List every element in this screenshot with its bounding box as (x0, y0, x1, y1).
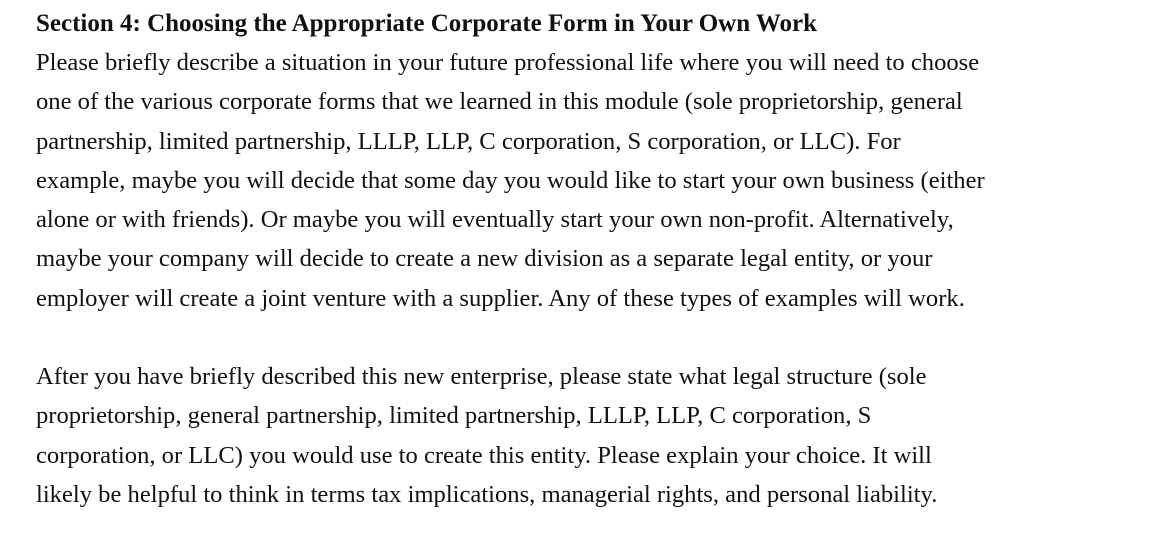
paragraph-line: corporation, or LLC) you would use to create this entity. Please explain your choice. It will (36, 441, 932, 469)
paragraph-line: maybe your company will decide to create a new division as a separate legal entity, or your (36, 245, 933, 273)
paragraph-line: likely be helpful to think in terms tax implications, managerial rights, and personal liability. (36, 480, 938, 508)
paragraph-line: example, maybe you will decide that some day you would like to start your own business (either (36, 166, 985, 194)
document-body (36, 4, 1162, 514)
paragraph-line: Please briefly describe a situation in your future professional life where you will need to choose (36, 49, 980, 76)
paragraph-line: proprietorship, general partnership, limited partnership, LLLP, LLP, C corporation, S (36, 402, 872, 430)
paragraph-line: one of the various corporate forms that we learned in this module (sole proprietorship, general (36, 88, 963, 116)
section-heading: Section 4: Choosing the Appropriate Corporate Form in Your Own Work (36, 10, 818, 37)
paragraph-line: After you have briefly described this new enterprise, please state what legal structure (sole (36, 363, 927, 391)
paragraph-line: employer will create a joint venture with a supplier. Any of these types of examples will work. (36, 284, 965, 312)
instruction-paragraph-2 (36, 357, 1162, 514)
paragraph-spacer (36, 318, 1162, 357)
paragraph-line: alone or with friends). Or maybe you will eventually start your own non-profit. Alternatively, (36, 206, 954, 234)
paragraph-line: partnership, limited partnership, LLLP, LLP, C corporation, S corporation, or LLC). For (36, 127, 901, 155)
instruction-paragraph-1 (36, 43, 1162, 318)
